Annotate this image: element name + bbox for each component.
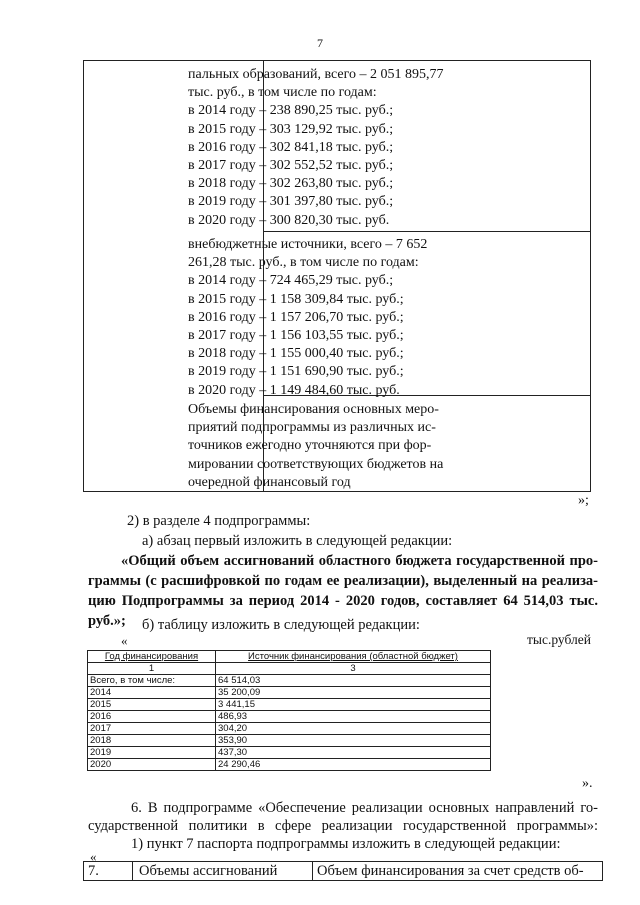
table-index-row xyxy=(88,663,491,675)
regional-funds-text xyxy=(188,66,488,230)
section-6-line: 6. В подпрограмме «Обеспечение реализации основных направлений го- xyxy=(131,800,598,816)
table-cell: 353,90 xyxy=(216,735,491,747)
text-line: приятий подпрограммы из различных ис- xyxy=(188,420,436,436)
table-cell: Всего, в том числе: xyxy=(88,675,216,687)
closing-quote: ». xyxy=(582,776,593,791)
text-line: в 2015 году – 1 158 309,84 тыс. руб.; xyxy=(188,291,404,307)
text-line: внебюджетные источники, всего – 7 652 xyxy=(188,237,428,252)
table-cell: 2018 xyxy=(88,735,216,747)
section-6-line: сударственной политики в сфере реализации государственной программы»: xyxy=(88,818,598,834)
text-line: очередной финансовый год xyxy=(188,474,351,490)
passport-row-7 xyxy=(83,861,603,881)
table-cell: 2014 xyxy=(88,687,216,699)
column-header: Источник финансирования (областной бюджет) xyxy=(216,651,491,663)
table-row xyxy=(88,711,491,723)
financing-note-text xyxy=(188,401,488,492)
text-line: точников ежегодно уточняются при фор- xyxy=(188,438,432,454)
quote-line: «Общий объем ассигнований областного бюджета государственной про- xyxy=(121,553,598,569)
page-number: 7 xyxy=(317,36,323,50)
text-line: в 2014 году – 724 465,29 тыс. руб.; xyxy=(188,273,394,289)
text-line: 261,28 тыс. руб., в том числе по годам: xyxy=(188,255,419,271)
closing-quote: »; xyxy=(578,493,589,508)
row-name: Объемы ассигнований xyxy=(132,862,309,880)
row-divider xyxy=(263,231,590,232)
table-row xyxy=(88,747,491,759)
table-cell: 24 290,46 xyxy=(216,759,491,771)
text-line: в 2018 году – 1 155 000,40 тыс. руб.; xyxy=(188,346,404,362)
row-number: 7. xyxy=(88,863,99,879)
quote-line: руб.»; xyxy=(88,613,126,629)
table-cell: 3 xyxy=(216,663,491,675)
table-row xyxy=(88,687,491,699)
section-2b-text: б) таблицу изложить в следующей редакции: xyxy=(142,617,420,633)
table-header-row xyxy=(88,651,491,663)
financing-table xyxy=(87,650,491,771)
table-row xyxy=(88,675,491,687)
opening-quote: « xyxy=(90,849,97,864)
table-cell: 2016 xyxy=(88,711,216,723)
text-line: в 2020 году – 1 149 484,60 тыс. руб. xyxy=(188,382,400,398)
table-row xyxy=(88,735,491,747)
text-line: в 2017 году – 302 552,52 тыс. руб.; xyxy=(188,158,394,174)
table-cell: 1 xyxy=(88,663,216,675)
text-line: в 2019 году – 301 397,80 тыс. руб.; xyxy=(188,194,394,210)
table-cell: 2020 xyxy=(88,759,216,771)
text-line: в 2020 году – 300 820,30 тыс. руб. xyxy=(188,212,390,228)
table-cell: 2017 xyxy=(88,723,216,735)
table-cell: 2019 xyxy=(88,747,216,759)
text-line: в 2018 году – 302 263,80 тыс. руб.; xyxy=(188,176,394,192)
table-cell: 2015 xyxy=(88,699,216,711)
table-row xyxy=(88,759,491,771)
table-row xyxy=(88,723,491,735)
extrabudgetary-text xyxy=(188,236,488,400)
row-value: Объем финансирования за счет средств об- xyxy=(312,862,602,880)
text-line: в 2017 году – 1 156 103,55 тыс. руб.; xyxy=(188,328,404,344)
text-line: в 2016 году – 302 841,18 тыс. руб.; xyxy=(188,139,394,155)
text-line: в 2016 году – 1 157 206,70 тыс. руб.; xyxy=(188,309,404,325)
column-header: Год финансирования xyxy=(88,651,216,663)
table-cell: 304,20 xyxy=(216,723,491,735)
section-6-line: 1) пункт 7 паспорта подпрограммы изложить в следующей редакции: xyxy=(131,836,561,852)
table-cell: 3 441,15 xyxy=(216,699,491,711)
text-line: Объемы финансирования основных меро- xyxy=(188,402,439,417)
table-row xyxy=(88,699,491,711)
table-cell: 35 200,09 xyxy=(216,687,491,699)
table-cell: 437,30 xyxy=(216,747,491,759)
units-label: тыс.рублей xyxy=(527,632,591,647)
table-cell: 64 514,03 xyxy=(216,675,491,687)
text-line: в 2014 году – 238 890,25 тыс. руб.; xyxy=(188,103,394,119)
table-cell: 486,93 xyxy=(216,711,491,723)
text-line: в 2015 году – 303 129,92 тыс. руб.; xyxy=(188,121,394,137)
section-2a-text: а) абзац первый изложить в следующей редакции: xyxy=(142,533,453,549)
opening-quote: « xyxy=(121,633,128,648)
text-line: в 2019 году – 1 151 690,90 тыс. руб.; xyxy=(188,364,404,380)
text-line: мировании соответствующих бюджетов на xyxy=(188,456,444,472)
quote-line: граммы (с расшифровкой по годам ее реализации), выделенный на реализа- xyxy=(88,573,598,589)
quote-line: цию Подпрограммы за период 2014 - 2020 годов, составляет 64 514,03 тыс. xyxy=(88,593,598,609)
section-2-heading: 2) в разделе 4 подпрограммы: xyxy=(127,513,311,529)
text-line: тыс. руб., в том числе по годам: xyxy=(188,85,377,101)
text-line: пальных образований, всего – 2 051 895,77 xyxy=(188,67,444,82)
